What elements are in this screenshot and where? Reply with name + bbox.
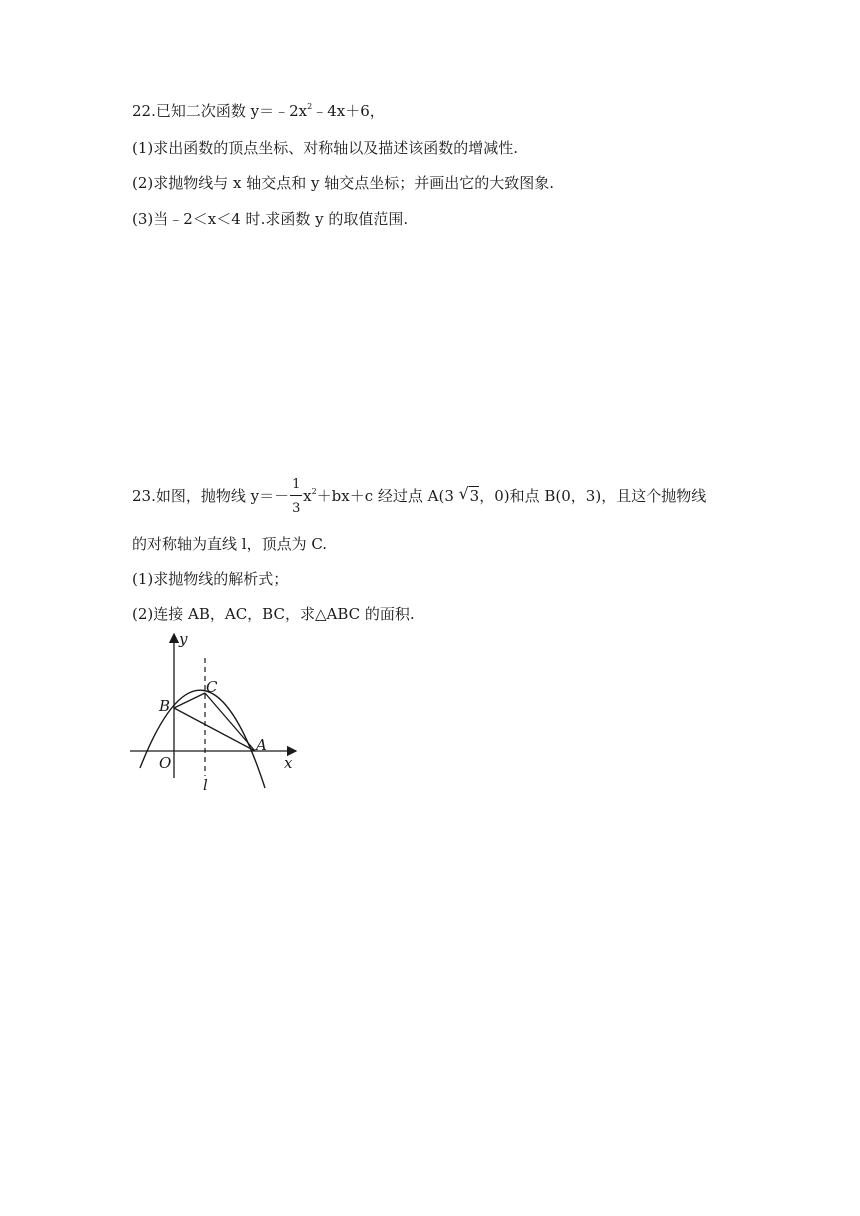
q23-stem-c: ＋bx＋c 经过点 A(3 bbox=[316, 487, 459, 505]
q22-stem bbox=[132, 101, 385, 121]
q22-part2: (2)求抛物线与 x 轴交点和 y 轴交点坐标；并画出它的大致图象. bbox=[132, 174, 555, 192]
q22-part3: (3)当﹣2＜x＜4 时.求函数 y 的取值范围. bbox=[132, 210, 409, 228]
q23-stem-b: x bbox=[303, 487, 312, 505]
q23-sqrt: √ 3 bbox=[458, 484, 480, 505]
q23-frac-num: 1 bbox=[292, 477, 301, 492]
q23-frac-den: 3 bbox=[292, 501, 301, 516]
q23-sqrt-value: 3 bbox=[469, 487, 480, 505]
parabola-figure bbox=[120, 628, 310, 798]
label-l: l bbox=[203, 776, 208, 794]
q23-stem bbox=[132, 477, 707, 516]
q23-exponent: 2 bbox=[311, 487, 317, 496]
q22-stem-b: ﹣4x＋6， bbox=[312, 102, 385, 120]
q23-stem-d: ，0)和点 B(0，3)，且这个抛物线 bbox=[479, 487, 707, 505]
label-y: y bbox=[179, 630, 188, 648]
q23-stem-a: 23.如图，抛物线 y＝－ bbox=[132, 487, 290, 505]
q23-stem-line2: 的对称轴为直线 l，顶点为 C. bbox=[132, 535, 328, 553]
q22-exponent: 2 bbox=[307, 102, 313, 111]
label-o: O bbox=[159, 754, 172, 772]
label-a: A bbox=[256, 736, 267, 754]
label-x: x bbox=[284, 754, 293, 772]
q23-part1: (1)求抛物线的解析式； bbox=[132, 570, 289, 588]
q23-part2: (2)连接 AB，AC，BC，求△ABC 的面积. bbox=[132, 605, 415, 623]
q23-fraction bbox=[290, 477, 302, 516]
segment-ac bbox=[205, 693, 255, 751]
label-c: C bbox=[206, 678, 218, 696]
q22-part1: (1)求出函数的顶点坐标、对称轴以及描述该函数的增减性. bbox=[132, 139, 519, 157]
q22-stem-a: 22.已知二次函数 y＝﹣2x bbox=[132, 102, 308, 120]
label-b: B bbox=[159, 697, 171, 715]
segment-ab bbox=[174, 708, 255, 751]
